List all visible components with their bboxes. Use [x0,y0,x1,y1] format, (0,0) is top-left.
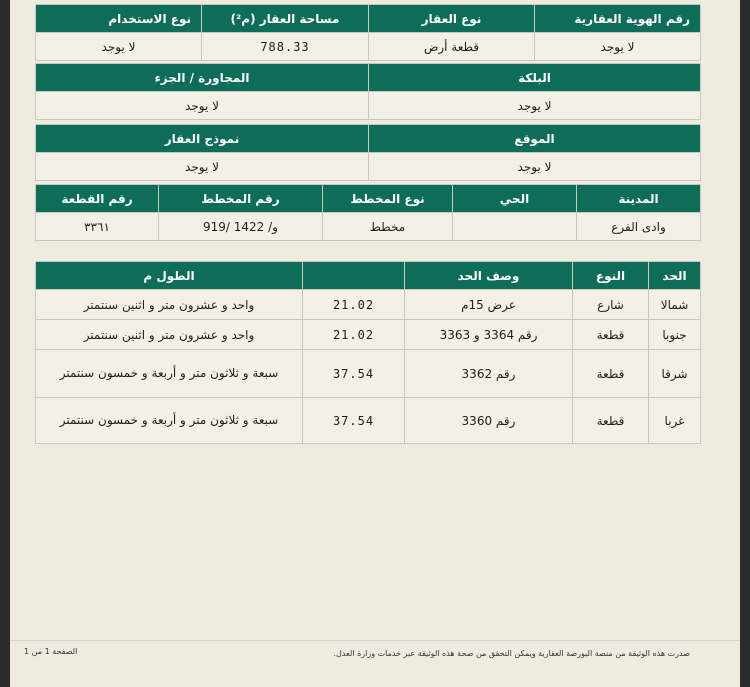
location-table [35,124,701,181]
document-footer [10,640,740,663]
page-number: الصفحة 1 من 1 [24,647,78,656]
usage-type-header: نوع الاستخدام [36,5,202,33]
property-id-header: رقم الهوية العقارية [535,5,701,33]
property-model-header: نموذج العقار [36,125,369,153]
boundary-type: قطعة [573,398,649,444]
plot-number-value: ٣٣٦١ [36,213,159,241]
boundary-length: 21.02 [303,290,405,320]
block-value: لا يوجد [369,92,701,120]
district-header: الحي [453,185,577,213]
boundary-type: قطعة [573,320,649,350]
boundary-length: 21.02 [303,320,405,350]
plan-table [35,184,701,241]
length-header: الطول م [36,262,303,290]
property-id-value: لا يوجد [535,33,701,61]
plot-number-header: رقم القطعة [36,185,159,213]
type-header: النوع [573,262,649,290]
boundaries-table [35,261,701,444]
plan-type-value: مخطط [323,213,453,241]
boundary-description: رقم 3362 [405,350,573,398]
side-header: الحد [649,262,701,290]
location-value: لا يوجد [369,153,701,181]
boundary-side: شرقا [649,350,701,398]
property-area-header: مساحة العقار (م²) [202,5,369,33]
boundary-description: عرض 15م [405,290,573,320]
boundary-type: شارع [573,290,649,320]
scan-edge-right [740,0,750,687]
location-header: الموقع [369,125,701,153]
footer-note: صدرت هذه الوثيقة من منصة البورصة العقارية ويمكن التحقق من صحة هذه الوثيقة عبر خدمات وزارة العدل. [333,649,690,658]
boundary-length-text: واحد و عشرون متر و اثنين سنتمتر [36,320,303,350]
scan-edge-left [0,0,10,687]
property-table [35,4,701,61]
plan-type-header: نوع المخطط [323,185,453,213]
description-header: وصف الحد [405,262,573,290]
boundary-side: غربا [649,398,701,444]
length-number-header [303,262,405,290]
property-type-header: نوع العقار [369,5,535,33]
boundary-description: رقم 3364 و 3363 [405,320,573,350]
boundary-side: جنوبا [649,320,701,350]
boundary-length: 37.54 [303,350,405,398]
boundary-description: رقم 3360 [405,398,573,444]
district-value [453,213,577,241]
boundary-type: قطعة [573,350,649,398]
block-header: البلكة [369,64,701,92]
neighborhood-part-value: لا يوجد [36,92,369,120]
property-area-value: 788.33 [202,33,369,61]
neighborhood-part-header: المجاورة / الجزء [36,64,369,92]
property-model-value: لا يوجد [36,153,369,181]
property-type-value: قطعة أرض [369,33,535,61]
boundary-length: 37.54 [303,398,405,444]
boundary-length-text: سبعة و ثلاثون متر و أربعة و خمسون سنتمتر [36,398,303,444]
boundary-length-text: واحد و عشرون متر و اثنين سنتمتر [36,290,303,320]
block-table [35,63,701,120]
city-value: وادى الفرع [577,213,701,241]
usage-type-value: لا يوجد [36,33,202,61]
plan-number-value: و/ 1422 /919 [159,213,323,241]
plan-number-header: رقم المخطط [159,185,323,213]
boundary-length-text: سبعة و ثلاثون متر و أربعة و خمسون سنتمتر [36,350,303,398]
boundary-side: شمالا [649,290,701,320]
city-header: المدينة [577,185,701,213]
